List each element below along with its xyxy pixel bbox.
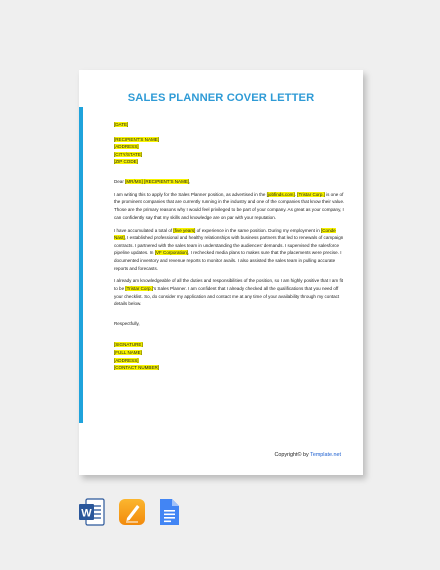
recipient-block xyxy=(114,136,347,166)
word-icon[interactable] xyxy=(78,497,106,527)
highlight-employer-2: [VF Corporation] xyxy=(154,250,189,256)
paragraph-1: I am writing this to apply for the Sales Planner position, as advertised in the [jobfinds.com]. [Tristar Corp.] is one of the prominent companies that are currently running in the industry and one of the companies that know their value. Those are the primary reasons why I would feel privileged to be part of your company. As great as your company, I can confidently say that my skills and knowledge are on par with your reputation. xyxy=(114,191,345,220)
highlight-company-2: [Tristar Corp.] xyxy=(125,285,154,291)
accent-bar xyxy=(79,107,83,423)
template-net-link[interactable]: Template.net xyxy=(310,452,341,458)
document-title: SALES PLANNER COVER LETTER xyxy=(127,92,315,104)
svg-text:W: W xyxy=(81,507,92,520)
highlight-years: [five years] xyxy=(173,227,196,233)
highlight-employer-1: [Conde Nast] xyxy=(114,227,336,241)
highlight-company: [Tristar Corp.] xyxy=(297,191,325,197)
closing: Respectfully, xyxy=(114,320,140,326)
document-page xyxy=(79,70,363,475)
full-name-field: [FULL NAME] xyxy=(114,349,142,355)
letter-body xyxy=(114,121,347,379)
date-field: [DATE] xyxy=(114,122,129,127)
recipient-address: [ADDRESS] xyxy=(114,144,139,150)
signature-field: [SIGNATURE] xyxy=(114,342,143,348)
salutation-name: [MR/MS] [RECIPIENT'S NAME] xyxy=(125,178,190,184)
date-block xyxy=(114,121,347,129)
paragraph-3: I already am knowledgeable of all the duties and responsibilities of the position, so I am highly positive that I am fit to be [Tristar Corp.]'s Sales Planner. I am confident that I already checked all the qualifications that you need off your checklist. So, do consider my application and contact me at any time of your availability through my contact details below. xyxy=(114,278,343,307)
recipient-city-state: [CITY/STATE] xyxy=(114,151,143,157)
recipient-zip: [ZIP CODE] xyxy=(114,159,138,165)
copyright-notice: Copyright© by Template.net xyxy=(274,452,341,458)
highlight-job-site: [jobfinds.com] xyxy=(266,191,295,197)
signature-block xyxy=(114,341,347,371)
address-field: [ADDRESS] xyxy=(114,357,139,363)
salutation: Dear [MR/MS] [RECIPIENT'S NAME], xyxy=(114,178,191,184)
contact-number-field: [CONTACT NUMBER] xyxy=(114,365,160,371)
google-docs-icon[interactable] xyxy=(157,497,181,527)
paragraph-2: I have accumulated a total of [five years] of experience in the same position. During my employment in [Conde Nast], I established professional and healthy relationships with business partners that led to renewals of campaign contracts. I partnered with the sales team in understanding the audiences' demands. I supervised the salesforce pipeline updates. In [VF Corporation], I rechecked media plans to makes sure that the placements were precise. I documented inventory and revenue reports to monitor avails. I also assisted the sales team in pulling accurate reports and forecasts. xyxy=(114,227,344,271)
pages-icon[interactable] xyxy=(118,497,146,527)
recipient-name: [RECIPIENT'S NAME] xyxy=(114,136,160,142)
